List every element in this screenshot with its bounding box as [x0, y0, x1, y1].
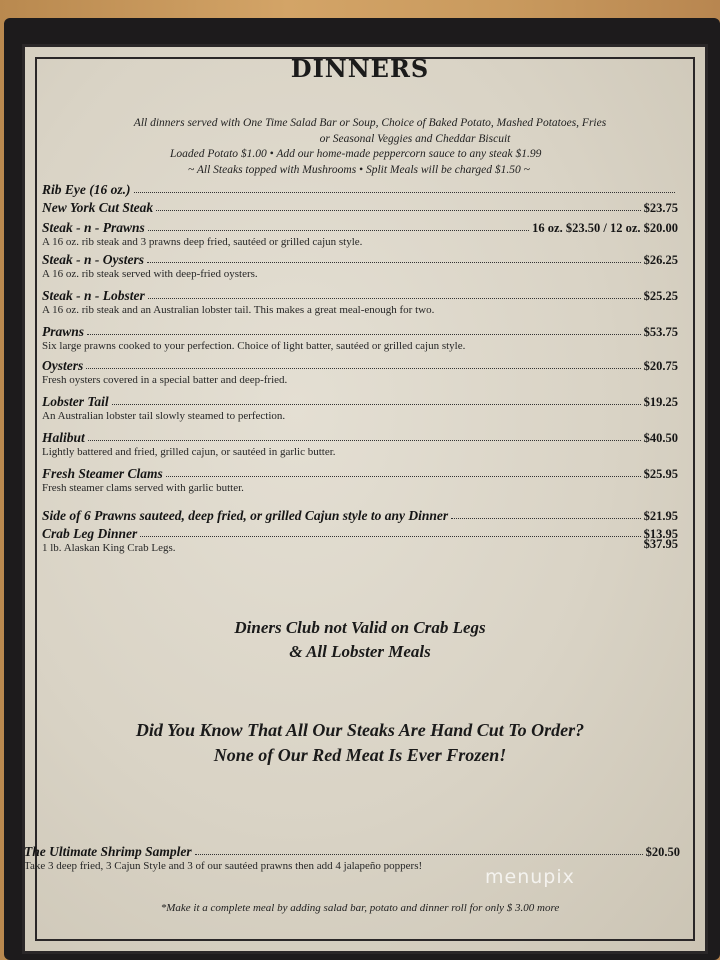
item-description: Lightly battered and fried, grilled cajun, or sautéed in garlic butter.: [42, 446, 336, 458]
leader-dots: [156, 210, 640, 211]
item-description: A 16 oz. rib steak and 3 prawns deep fried, sautéed or grilled cajun style.: [42, 236, 363, 248]
menu-item-rib-eye: [42, 180, 678, 198]
menu-item-steak-prawns: [42, 218, 678, 249]
leader-dots: [88, 440, 641, 441]
dinner-intro: [60, 116, 680, 178]
item-name: Fresh Steamer Clams: [42, 466, 163, 481]
leader-dots: [195, 854, 643, 855]
item-name: Lobster Tail: [42, 394, 109, 409]
leader-dots: [112, 404, 641, 405]
item-price: $20.50: [645, 845, 680, 859]
item-price: $25.95: [643, 467, 678, 481]
item-price: $37.95: [643, 537, 678, 551]
item-name: Steak - n - Oysters: [42, 252, 144, 267]
item-description: Six large prawns cooked to your perfection. Choice of light batter, sautéed or grilled cajun style.: [42, 340, 466, 352]
item-description: An Australian lobster tail slowly steamed to perfection.: [42, 410, 286, 422]
item-description: Fresh steamer clams served with garlic butter.: [42, 482, 244, 494]
menu-title: DINNERS: [290, 54, 430, 83]
item-description: Take 3 deep fried, 3 Cajun Style and 3 of our sautéed prawns then add 4 jalapeño poppers!: [24, 860, 423, 872]
item-price: $23.75: [643, 201, 678, 215]
footer-note: *Make it a complete meal by adding salad bar, potato and dinner roll for only $ 3.00 more: [160, 902, 560, 914]
item-price: $53.75: [643, 325, 678, 339]
item-price: $25.25: [643, 289, 678, 303]
item-name: Side of 6 Prawns sauteed, deep fried, or grilled Cajun style to any Dinner: [42, 508, 449, 523]
item-name: Steak - n - Prawns: [42, 220, 145, 235]
intro-line: or Seasonal Veggies and Cheddar Biscuit: [319, 132, 511, 145]
diners-club-notice: [0, 616, 720, 664]
leader-dots: [86, 368, 640, 369]
item-description: A 16 oz. rib steak served with deep-fried oysters.: [42, 268, 258, 280]
item-price: $26.25: [643, 253, 678, 267]
item-name: Prawns: [42, 324, 85, 339]
intro-line: Loaded Potato $1.00 • Add our home-made peppercorn sauce to any steak $1.99: [170, 148, 542, 160]
item-description: 1 lb. Alaskan King Crab Legs.: [42, 542, 176, 554]
leader-dots: [166, 476, 641, 477]
leader-dots: [147, 262, 641, 263]
shrimp-sampler: [24, 842, 680, 873]
item-name: Rib Eye (16 oz.): [42, 182, 131, 197]
item-name: The Ultimate Shrimp Sampler: [24, 844, 192, 859]
notice-line: None of Our Red Meat Is Ever Frozen!: [213, 745, 507, 765]
leader-dots: [134, 192, 676, 193]
menu-item-new-york: [42, 198, 678, 216]
menu-item-lobster-tail: [42, 392, 678, 423]
item-name: Halibut: [42, 430, 85, 445]
menu-item-steak-lobster: [42, 286, 678, 317]
item-price: $13.95: [643, 527, 678, 541]
leader-dots: [451, 518, 640, 519]
item-name: Crab Leg Dinner: [42, 526, 138, 541]
menu-item-steak-oysters: [42, 250, 678, 281]
intro-line: ~ All Steaks topped with Mushrooms • Split Meals will be charged $1.50 ~: [188, 163, 530, 176]
notice-line: Diners Club not Valid on Crab Legs: [234, 618, 486, 637]
intro-line: All dinners served with One Time Salad Bar or Soup, Choice of Baked Potato, Mashed Potatoes, Fries: [133, 117, 607, 129]
item-name: Steak - n - Lobster: [42, 288, 145, 303]
item-name: Oysters: [42, 358, 84, 373]
notice-line: Did You Know That All Our Steaks Are Hand Cut To Order?: [135, 720, 585, 740]
menu-item-prawns: [42, 322, 678, 353]
item-price: 16 oz. $23.50 / 12 oz. $20.00: [532, 221, 678, 235]
menu-item-halibut: [42, 428, 678, 459]
leader-dots: [87, 334, 641, 335]
menu-item-steamer-clams: [42, 464, 678, 495]
menu-item-extra-price: [42, 534, 678, 552]
hand-cut-notice: [0, 718, 720, 768]
item-description: A 16 oz. rib steak and an Australian lobster tail. This makes a great meal-enough for two.: [42, 304, 435, 316]
item-price: $40.50: [643, 431, 678, 445]
notice-line: & All Lobster Meals: [289, 642, 431, 661]
watermark-logo: menupix: [485, 866, 575, 888]
item-price: $21.95: [643, 509, 678, 523]
leader-dots: [148, 298, 641, 299]
menu-item-side-prawns: [42, 506, 678, 524]
leader-dots: [148, 230, 529, 231]
item-price: $19.25: [643, 395, 678, 409]
menu-item-oysters: [42, 356, 678, 387]
item-price: $20.75: [643, 359, 678, 373]
item-name: New York Cut Steak: [42, 200, 154, 215]
item-description: Fresh oysters covered in a special batter and deep-fried.: [42, 374, 288, 386]
